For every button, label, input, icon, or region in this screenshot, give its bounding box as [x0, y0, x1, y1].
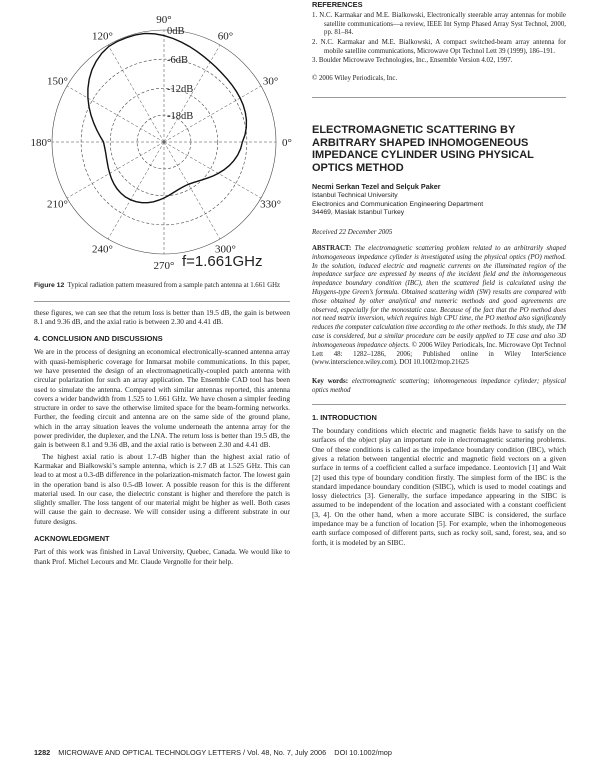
section-heading-acknowledgment: ACKNOWLEDGMENT [34, 534, 110, 544]
db-label: 0dB [167, 26, 185, 37]
angle-label: 150° [47, 75, 68, 88]
journal-info: MICROWAVE AND OPTICAL TECHNOLOGY LETTERS / Vol. 48, No. 7, July 2006 [58, 748, 327, 757]
db-label: -18dB [167, 111, 194, 123]
abstract-tail: © 2006 Wiley Periodicals, Inc. Microwave Opt Technol Lett 48: 1282–1286, 2006; Published online in Wiley InterScience (www.interscience.wiley.com). DOI 10.1002/mop.21625 [312, 341, 566, 367]
received-date: Received 22 December 2005 [312, 227, 393, 236]
angle-label: 60° [217, 30, 234, 43]
paragraph-acknowledgment: Part of this work was finished in Laval University, Quebec, Canada. We would like to thank Prof. Michel Lecours and Mr. Claude Vergnolle for their help. [34, 547, 290, 566]
angle-label: 120° [92, 30, 113, 43]
angle-label: 300° [215, 243, 236, 256]
angle-label: 330° [260, 198, 281, 211]
db-label: -12dB [167, 84, 194, 96]
angle-label: 270° [153, 260, 175, 272]
affiliation-line: 34469, Maslak Istanbul Turkey [312, 209, 405, 217]
keywords-label: Key words: [312, 378, 348, 386]
angle-label: 240° [92, 243, 113, 256]
angle-label: 90° [156, 14, 172, 26]
article-title: ELECTROMAGNETIC SCATTERING BY ARBITRARY SHAPED INHOMOGENEOUS IMPEDANCE CYLINDER USING PHYSICAL OPTICS METHOD [312, 124, 534, 174]
paragraph-conclusion-1: We are in the process of designing an economical electronically-scanned antenna array with quasi-hemispheric coverage for Inmarsat mobile communications. In this paper, we have presented the design of an electromagnetically-coupled patch antenna with circular polarization for such an array application. The Ensemble CAD tool has been used to simulate the antenna. Compared with similar antennas reported, this antenna covers a wider bandwidth from 1.525 to 1.661 GHz. We have chosen a simpler feeding structure in order to save the otherwise limited space for the beam-forming networks. Further, the feeding circuit and antenna are on the same side of the ground plane, which in the array situation leaves the volume underneath the antenna array for the power predivider, the duplexer, and the LNA. The return loss is better than 19.5 dB, the gain is between 8.1 and 9.36 dB, and the axial ratio is between 2.30 and 4.41 dB. [34, 347, 290, 450]
angle-label: 0° [282, 137, 292, 149]
page-number: 1282 [34, 748, 51, 757]
angle-label: 30° [262, 75, 279, 88]
frequency-label: f=1.661GHz [182, 253, 263, 270]
figure-caption-text: Typical radiation pattern measured from a sample patch antenna at 1.661 GHz [67, 282, 281, 289]
abstract-label: ABSTRACT: [312, 244, 352, 252]
section-heading-introduction: 1. INTRODUCTION [312, 412, 377, 422]
angle-label: 180° [30, 137, 52, 149]
right-column [312, 0, 566, 549]
abstract [312, 245, 566, 368]
copyright-line: © 2006 Wiley Periodicals, Inc. [312, 74, 398, 82]
keywords [312, 378, 566, 396]
left-column [34, 0, 290, 568]
doi-info: DOI 10.1002/mop [334, 748, 392, 757]
article-authors: Necmi Serkan Tezel and Selçuk Paker [312, 182, 441, 192]
db-label: -6dB [167, 55, 188, 67]
figure-caption-label: Figure 12 [34, 282, 65, 289]
references-heading: REFERENCES [312, 0, 363, 9]
reference-item: 2. N.C. Karmakar and M.E. Bialkowski, A compact switched-beam array antenna for mobile satellite communications, Microwave Opt Technol Lett 39 (1999), 186–191. [312, 39, 566, 55]
section-heading-conclusion: 4. CONCLUSION AND DISCUSSIONS [34, 334, 163, 344]
affiliation-line: Istanbul Technical University [312, 192, 398, 200]
page-footer [34, 748, 574, 757]
abstract-text: The electromagnetic scattering problem related to an arbitrarily shaped inhomogeneous impedance cylinder is investigated using the physical optics (PO) method. In the solution, induced electric and magnetic currents on the illuminated region of the impedance surface are expressed by means of the incident field and the inhomogeneous impedance boundary condition (IBC), then the scattered field is calculated using the Huygens-type Green’s formula. Obtained scattering width (SW) results are compared with those obtained by other analytical and numeric methods and good agreements are observed, especially for the monostatic case. Because of the fact that the PO method does not need matrix inversion, which requires high CPU time, the PO method also significantly reduces the computer calculation time according to the other methods. In this study, the TM case is considered, but a similar procedure can be easily applied to TE case and also 3D inhomogeneous impedance objects. [312, 244, 566, 349]
affiliation-line: Electronics and Communication Engineering Department [312, 200, 484, 208]
paragraph-intro: these figures, we can see that the return loss is better than 19.5 dB, the gain is between 8.1 and 9.36 dB, and the axial ratio is between 2.30 and 4.41 dB. [34, 307, 290, 326]
paragraph-introduction: The boundary conditions which electric and magnetic fields have to satisfy on the surfaces of the object play an important role in electromagnetic scattering problems. One of these conditions is called as the impedance boundary condition (IBC), which gives a relation between tangential electric and magnetic field vectors on a given surface in terms of a coefficient called a surface impedance. Leontovich [1] and Wait [2] used this type of boundary condition firstly. The simplest form of the IBC is the standard impedance boundary condition (SIBC), which is used to model coatings and lossy dielectrics [3]. Generally, the surface impedance appearing in the SIBC is assumed to be independent of the location and associated with a constant coefficient [3, 4]. On the other hand, when a more accurate SIBC is considered, the surface impedance may be a function of location [5]. For example, when the inhomogeneous earth surface composed of different parts, such as rocky soil, sand, forest, sea, and so forth, it is modeled by an SIBC. [312, 426, 566, 547]
reference-item: 3. Boulder Microwave Technologies, Inc., Ensemble Version 4.02, 1997. [312, 57, 513, 65]
keywords-text: electromagnetic scattering; inhomogeneous impedance cylinder; physical optics method [312, 378, 566, 394]
angle-label: 210° [47, 198, 68, 211]
reference-item: 1. N.C. Karmakar and M.E. Bialkowski, Electronically steerable array antennas for mobile satellite communications—a review, IEEE Int Symp Phased Array Syst Technol, 2000, pp. 81–84. [312, 12, 566, 37]
figure-caption [34, 282, 290, 291]
paragraph-conclusion-2: The highest axial ratio is about 1.7-dB higher than the highest axial ratio of Karmakar and Bialkowski’s sample antenna, which is 2.7 dB at 1.525 GHz. This can lead to at most a 0.3-dB difference in the polarization-mismatch factor. The lowest gain in the operation band is also 0.5-dB lower. A possible reason for this is the different material used. In our case, the dielectric constant is higher and therefore the patch is slightly smaller. The loss tangent of our material might be higher as well. Both cases will cause the gain to decrease. We will consider using a different substrate in our future designs. [34, 451, 290, 526]
